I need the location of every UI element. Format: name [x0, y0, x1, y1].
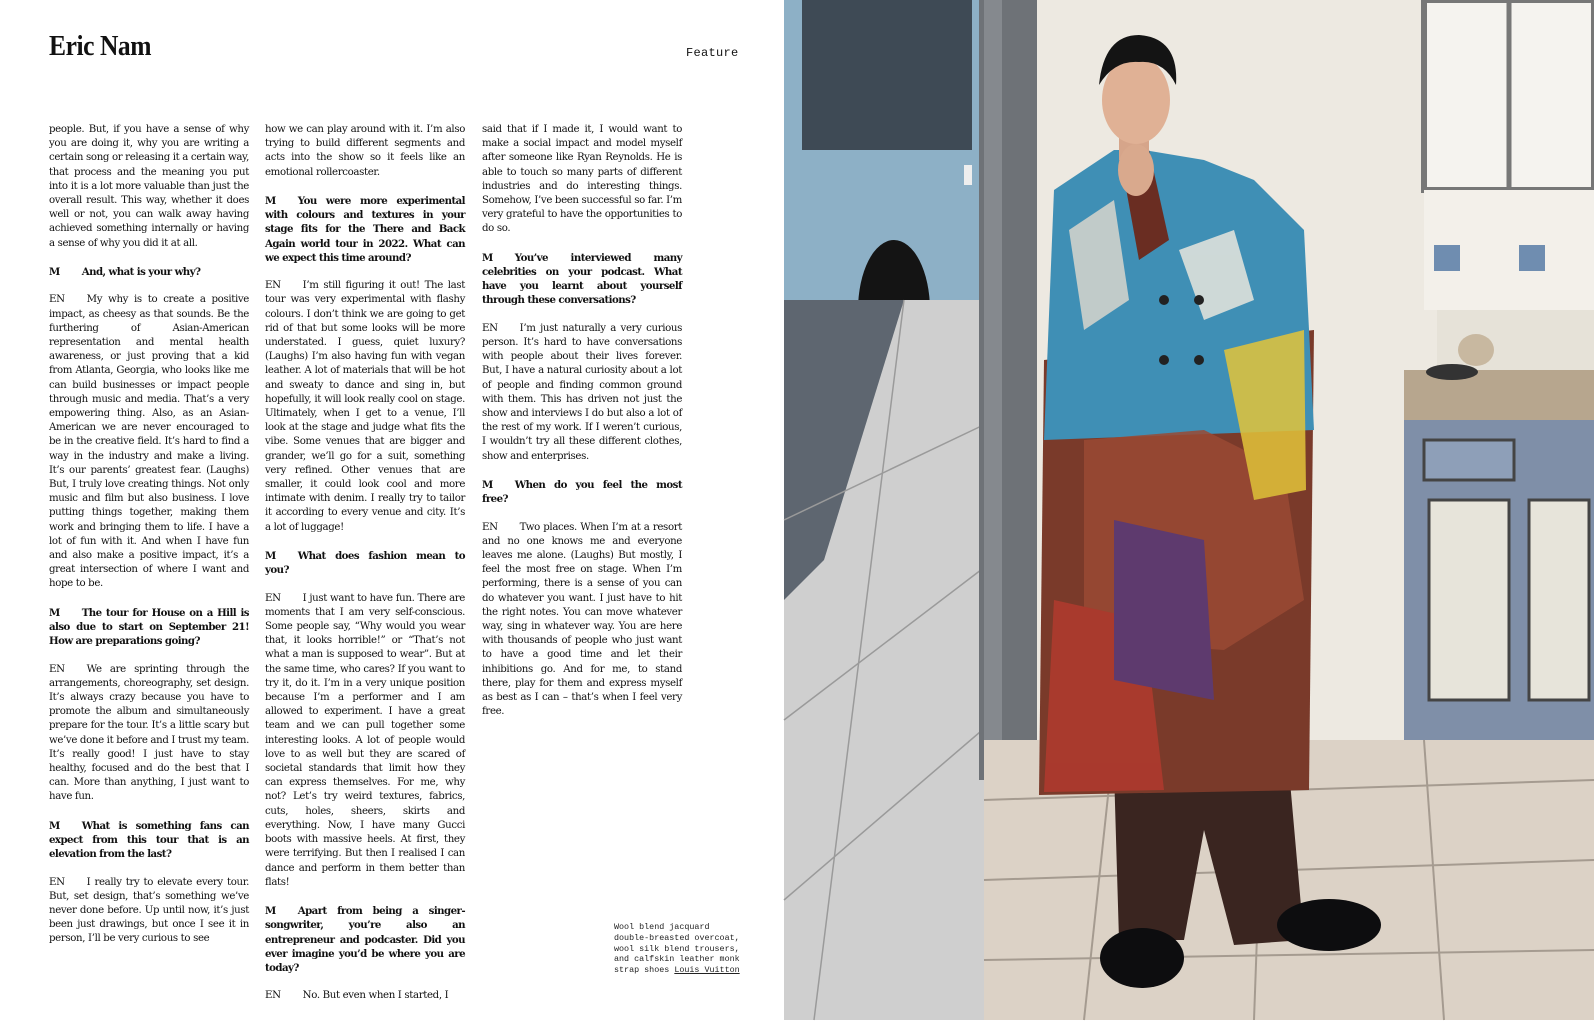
paragraph-text: You were more experimental with colours and textures in your stage fits for the There and Back Again world tour in 2022. What can we expect this time around? — [265, 195, 465, 264]
article-column-3 — [482, 123, 682, 983]
interview-question — [482, 251, 682, 308]
speaker-label: EN — [265, 280, 281, 292]
left-shoe — [1100, 928, 1184, 988]
dark-window — [802, 0, 972, 150]
page-title: Eric Nam — [49, 30, 152, 62]
speaker-label: EN — [482, 322, 498, 334]
paragraph-text: Two places. When I’m at a resort and no one knows me and everyone leaves me alone. (Laughs) But mostly, I feel the most free on stage. When I’m performing, there is a sense of you can do whatever you want. I just have to hit the right notes. You can move whatever way, sing in whatever way. You are here with thousands of people who just want to have a good time and let their inhibitions go. And for me, to stand there, play for them and express myself as best as I can – that’s when I feel very free. — [482, 521, 682, 718]
paragraph-text: No. But even when I started, I — [302, 990, 449, 1002]
counter — [1404, 370, 1594, 420]
speaker-label: EN — [265, 990, 281, 1002]
interview-answer — [49, 123, 249, 251]
interview-question — [265, 549, 465, 577]
speaker-label: M — [49, 606, 60, 619]
interview-question — [265, 194, 465, 265]
speaker-label: M — [482, 251, 493, 264]
interview-answer — [482, 123, 682, 237]
paragraph-text: how we can play around with it. I’m also trying to build different segments and acts into the show so it feels like an emotional rollercoaster. — [265, 124, 465, 178]
paragraph-text: I really try to elevate every tour. But, set design, that’s something we’ve never done before. Up until now, it’s just been just drawings, but once I see it in person, I’ll be very curious to see — [49, 876, 249, 945]
paragraph-text: people. But, if you have a sense of why you are doing it, why you are writing a certain song or releasing it a certain way, that process and the meaning you put into it is a lot more valuable than just the overall result. This way, whether it does well or not, you can walk away having achieved something internally or having a sense of why you did it at all. — [49, 124, 249, 249]
interview-answer — [49, 663, 249, 805]
text-page — [0, 0, 796, 1036]
interview-question — [49, 265, 249, 279]
interview-answer — [49, 876, 249, 947]
interview-answer — [265, 592, 465, 890]
interview-answer — [482, 322, 682, 464]
speaker-label: M — [265, 550, 276, 563]
paragraph-text: My why is to create a positive impact, as cheesy as that sounds. Be the furthering of Asian-American representation and mental health awareness, or just proving that a kid from Atlanta, Georgia, who looks like me can build businesses or impact people through music and media. That’s a very empowering thing. Also, as an Asian-American we are never encouraged to be in the creative field. It’s hard to find a way in the industry and make a living. It’s our parents’ greatest fear. (Laughs) But, I truly love creating things. Not only music and film but also business. I love putting things together, making them work and bringing them to life. I have a lot of fun with it. And when I have fun and also make a positive impact, it’s a great intersection of where I want and hope to be. — [49, 294, 249, 590]
interview-question — [482, 478, 682, 506]
hand — [1118, 144, 1154, 196]
right-shoe — [1277, 899, 1381, 951]
interview-answer — [265, 279, 465, 535]
interview-question — [265, 904, 465, 975]
portrait-photo — [784, 0, 1594, 1020]
speaker-label: M — [49, 819, 60, 832]
section-label: Feature — [686, 46, 739, 60]
speaker-label: M — [265, 195, 276, 207]
paragraph-text: When do you feel the most free? — [482, 479, 682, 506]
interview-answer — [265, 123, 465, 180]
interview-answer — [482, 521, 682, 720]
paragraph-text: I’m just naturally a very curious person. It’s hard to have conversations with people about their lives forever. But, I have a natural curiosity about a lot of people and finding common ground with them. This has driven not just the show and interviews I do but also a lot of the rest of my work. If I weren’t curious, I wouldn’t try all these different clothes, show and enterprises. — [482, 322, 682, 462]
speaker-label: M — [482, 479, 493, 492]
paragraph-text: I just want to have fun. There are moments that I am very self-conscious. Some people say, “Why would you wear that, it looks horrible!” or “That’s not what a man is supposed to wear”. But at the same time, who cares? If you want to try it, do it. I’m in a very unique position because I’m a performer and I am allowed to experiment. I have a great team and we can pull together some interesting looks. A lot of people would love to as well but they are scared of societal standards that limit how they can express themselves. For me, why not? Let’s try weird textures, fabrics, cuts, holes, sheers, skirts and everything. Now, I have many Gucci boots with massive heels. At first, they were terrifying. But then I realised I can dance and perform in them better than flats! — [265, 592, 465, 888]
paragraph-text: You’ve interviewed many celebrities on your podcast. What have you learnt about yourself through these conversations? — [482, 251, 682, 307]
portrait-illustration — [784, 0, 1594, 1020]
article-column-2 — [265, 123, 465, 1002]
caption-brand: Louis Vuitton — [674, 965, 740, 976]
paragraph-text: What is something fans can expect from this tour that is an elevation from the last? — [49, 819, 249, 861]
speaker-label: EN — [265, 592, 281, 604]
paragraph-text: The tour for House on a Hill is also due to start on September 21! How are preparations going? — [49, 606, 249, 648]
article-column-1 — [49, 123, 249, 983]
photo-caption — [614, 922, 744, 976]
caption-text: Wool blend jacquard double-breasted overcoat, wool silk blend trousers, and calfskin leather monk strap shoes — [614, 922, 740, 976]
speaker-label: EN — [49, 294, 65, 306]
paragraph-text: And, what is your why? — [81, 266, 201, 279]
interview-question — [49, 819, 249, 862]
mug — [1458, 334, 1494, 366]
interview-answer — [265, 989, 465, 1003]
speaker-label: M — [265, 905, 276, 918]
interview-question — [49, 606, 249, 649]
paragraph-text: said that if I made it, I would want to make a social impact and model myself after someone like Ryan Reynolds. He is able to touch so many parts of different industries and do interesting things. Somehow, I’ve been successful so far. I’m very grateful to have the opportunities to do so. — [482, 124, 682, 235]
speaker-label: EN — [482, 521, 498, 533]
paragraph-text: We are sprinting through the arrangements, choreography, set design. It’s always crazy because you have to promote the album and simultaneously prepare for the tour. It’s a little scary but we’ve done it before and I trust my team. It’s really good! I just have to stay healthy, focused and do the best that I can. More than anything, I just want to have fun. — [49, 663, 249, 803]
paragraph-text: What does fashion mean to you? — [265, 550, 465, 577]
speaker-label: EN — [49, 876, 65, 888]
paragraph-text: Apart from being a singer-songwriter, you’re also an entrepreneur and podcaster. Did you ever imagine you’d be where you are today? — [265, 905, 465, 974]
speaker-label: EN — [49, 663, 65, 675]
interview-answer — [49, 293, 249, 591]
paragraph-text: I’m still figuring it out! The last tour was very experimental with flashy colours. I don’t think we are going to get rid of that but some looks will be more understated. I guess, quiet luxury? (Laughs) I’m also having fun with vegan leather. A lot of materials that will be hot and sweaty to dance and sing in, but hopefully, it will look really cool on stage. Ultimately, when I get to a venue, I’ll look at the stage and judge what fits the vibe. Some venues that are bigger and grander, we’ll go for a suit, something very refined. Other venues that are smaller, it could look cool and more intimate with denim. I really try to tailor it according to every venue and city. It’s a lot of luggage! — [265, 280, 465, 533]
speaker-label: M — [49, 266, 60, 279]
